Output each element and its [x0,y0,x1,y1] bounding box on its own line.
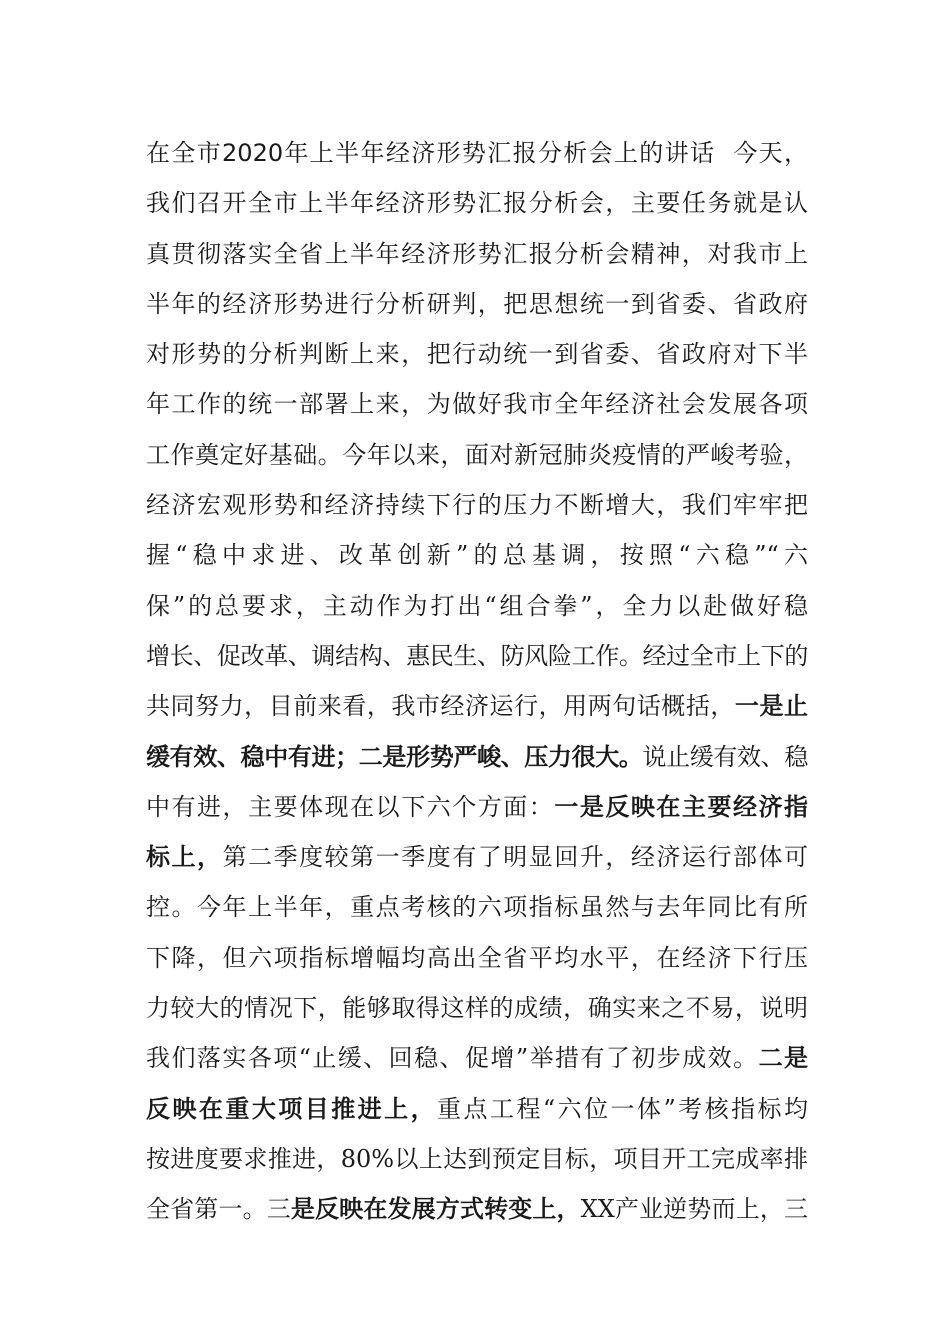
text-segment: 工作奠定好基础。今年以来，面对新冠肺炎疫情的严峻考验， [146,440,808,469]
bold-text-segment: 一是止 [734,691,808,721]
text-segment: 说止缓有效、稳 [642,742,808,771]
bold-text-segment: 一是反映在主要经济指 [554,791,809,821]
text-segment: XX产业逆势而上，三 [580,1195,809,1224]
text-segment: 今天， [733,139,809,167]
body-line [146,581,808,631]
body-line [146,1184,808,1234]
text-segment: 对形势的分析判断上来，把行动统一到省委、省政府对下半 [146,340,808,369]
text-segment: 全省第一。三 [146,1195,291,1224]
bold-text-segment: 是反映在发展方式转变上， [290,1194,581,1224]
body-line [146,1134,808,1184]
text-segment: 我们召开全市上半年经济形势汇报分析会，主要任务就是认 [146,189,808,218]
text-segment: 重点工程“六位一体”考核指标均 [437,1094,808,1123]
text-segment: 共同努力，目前来看，我市经济运行，用两句话概括， [146,692,735,721]
title-line-text [715,139,733,167]
document-title: 在全市2020年上半年经济形势汇报分析会上的讲话 [146,139,716,167]
text-segment: 下降，但六项指标增幅均高出全省平均水平，在经济下行压 [146,943,808,972]
text-segment: 保”的总要求，主动作为打出“组合拳”，全力以赴做好稳 [146,591,808,620]
text-segment: 增长、促改革、调结构、惠民生、防风险工作。经过全市上下的 [146,641,808,670]
body-line [146,832,808,882]
body-line [146,1033,808,1083]
body-line [146,480,808,530]
body-line [146,933,808,983]
title-line [146,128,808,178]
text-segment: 控。今年上半年，重点考核的六项指标虽然与去年同比有所 [146,893,808,922]
text-segment: 握“稳中求进、改革创新”的总基调，按照“六稳”“六 [146,541,808,570]
bold-text-segment: 缓有效、稳中有进；二是形势严峻、压力很大。 [146,741,643,771]
text-segment: 力较大的情况下，能够取得这样的成绩，确实来之不易，说明 [146,994,808,1023]
text-segment: 按进度要求推进，80%以上达到预定目标，项目开工完成率排 [146,1144,808,1173]
body-line [146,178,808,228]
body-line [146,732,808,782]
body-line [146,329,808,379]
body-line [146,229,808,279]
text-segment: 中有进，主要体现在以下六个方面： [146,792,555,821]
body-line [146,1084,808,1134]
bold-text-segment: 反映在重大项目推进上， [146,1093,438,1123]
body-line [146,379,808,429]
speech-body [146,128,808,1235]
text-segment: 经济宏观形势和经济持续下行的压力不断增大，我们牢牢把 [146,491,808,520]
body-line [146,782,808,832]
body-line-0 [733,139,808,167]
body-line [146,983,808,1033]
body-line [146,631,808,681]
text-segment: 真贯彻落实全省上半年经济形势汇报分析会精神，对我市上 [146,239,808,268]
body-line [146,882,808,932]
body-line [146,681,808,731]
body-line [146,530,808,580]
body-line [146,279,808,329]
bold-text-segment: 二是 [758,1043,809,1073]
text-segment: 年工作的统一部署上来，为做好我市全年经济社会发展各项 [146,390,808,419]
bold-text-segment: 标上， [146,842,223,872]
text-segment: 第二季度较第一季度有了明显回升，经济运行部体可 [222,843,809,872]
text-segment: 我们落实各项“止缓、回稳、促增”举措有了初步成效。 [146,1044,759,1073]
text-segment: 半年的经济形势进行分析研判，把思想统一到省委、省政府 [146,289,808,318]
body-line [146,430,808,480]
